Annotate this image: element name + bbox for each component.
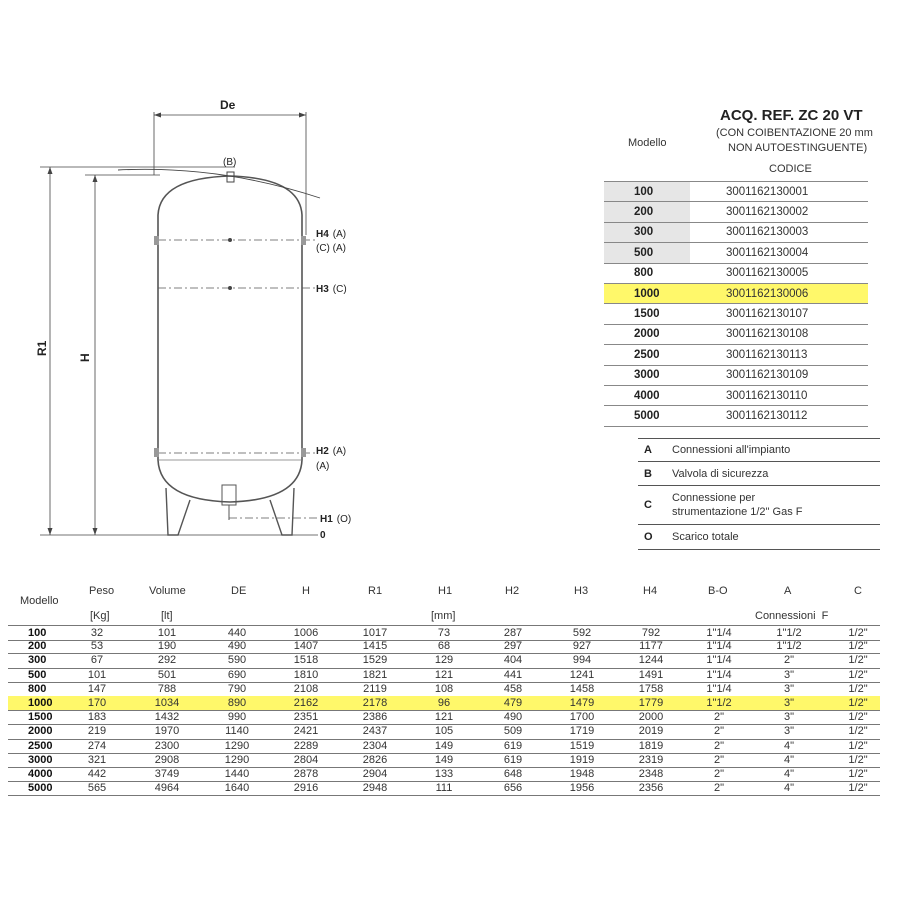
- cell-bo: 2": [713, 711, 725, 724]
- spec-header-de: DE: [231, 585, 247, 597]
- cell-h1: 68: [437, 640, 451, 653]
- table-row: [8, 696, 880, 711]
- cell-a: 1"1/2: [776, 640, 802, 653]
- cell-volume: 292: [157, 654, 177, 667]
- cell-c: 1/2": [848, 768, 868, 781]
- code-table-row: [604, 345, 868, 365]
- cell-h: 2351: [293, 711, 319, 724]
- cell-model: 800: [28, 682, 47, 695]
- code-table-code: 3001162130004: [726, 246, 809, 259]
- spec-header-bo: B-O: [708, 585, 728, 597]
- cell-volume: 501: [157, 668, 177, 681]
- code-table-code: 3001162130001: [726, 185, 809, 198]
- cell-a: 4": [783, 768, 795, 781]
- label-h4-group: [316, 229, 346, 240]
- spec-unit-kg: [Kg]: [90, 610, 110, 622]
- legend: [638, 438, 880, 550]
- cell-de: 1640: [224, 782, 250, 795]
- legend-text: [672, 467, 768, 481]
- cell-volume: 1432: [154, 711, 180, 724]
- cell-model: 500: [28, 668, 47, 681]
- code-table-model: 200: [604, 202, 690, 221]
- label-h1: H1: [320, 514, 333, 525]
- cell-model: 1000: [28, 697, 53, 710]
- code-table-code: 3001162130107: [726, 308, 809, 321]
- code-table-code: 3001162130112: [726, 409, 808, 422]
- spec-unit-mm: [mm]: [431, 610, 456, 622]
- code-table-row: [604, 243, 868, 263]
- cell-h3: 1948: [569, 768, 595, 781]
- cell-h4: 1177: [639, 640, 663, 653]
- cell-h4: 2356: [638, 782, 664, 795]
- cell-de: 890: [227, 697, 247, 710]
- cell-h2: 297: [503, 640, 523, 653]
- cell-h2: 479: [503, 697, 523, 710]
- code-table-model: 500: [604, 243, 690, 262]
- label-h4-a: (A): [332, 229, 347, 240]
- code-table-model: 2500: [634, 348, 660, 361]
- tank-diagram: [0, 0, 600, 560]
- cell-de: 590: [227, 654, 247, 667]
- cell-bo: 1"1/4: [706, 682, 732, 695]
- label-h3: H3: [316, 284, 329, 295]
- cell-bo: 2": [713, 782, 725, 795]
- cell-de: 690: [227, 668, 247, 681]
- cell-r1: 2119: [363, 682, 387, 695]
- cell-r1: 2948: [362, 782, 388, 795]
- cell-h4: 792: [641, 627, 661, 640]
- legend-text-line-2: strumentazione 1/2" Gas F: [672, 506, 803, 518]
- cell-bo: 2": [713, 753, 725, 766]
- cell-bo: 2": [713, 725, 725, 738]
- de-arrow-right: [299, 113, 306, 118]
- cell-h3: 1519: [569, 739, 595, 752]
- cell-h: 1810: [293, 668, 319, 681]
- legend-key: C: [644, 499, 652, 511]
- cell-de: 1290: [224, 739, 250, 752]
- cell-h: 2421: [293, 725, 319, 738]
- cell-h1: 73: [437, 627, 451, 640]
- table-row: [8, 710, 880, 725]
- cell-a: 3": [783, 711, 795, 724]
- cell-h1: 121: [434, 711, 454, 724]
- cell-h1: 111: [435, 782, 453, 795]
- spec-header-volume: Volume: [149, 585, 186, 597]
- cell-de: 1290: [224, 753, 250, 766]
- label-h1-o: (O): [336, 514, 352, 525]
- cell-de: 990: [227, 711, 247, 724]
- cell-de: 1140: [225, 725, 249, 738]
- cell-a: 4": [783, 739, 795, 752]
- cell-h2: 287: [503, 627, 523, 640]
- cell-h3: 927: [572, 640, 592, 653]
- code-table-model: 100: [604, 182, 690, 201]
- label-h3-group: [316, 284, 347, 295]
- legend-key: A: [644, 444, 652, 456]
- cell-c: 1/2": [848, 640, 868, 653]
- label-b: (B): [223, 157, 237, 168]
- cell-h: 2804: [293, 753, 319, 766]
- label-h2-group: [316, 446, 346, 457]
- label-h4: H4: [316, 229, 329, 240]
- cell-model: 2500: [28, 739, 53, 752]
- cell-h3: 1719: [569, 725, 595, 738]
- cell-a: 2": [783, 654, 795, 667]
- cell-c: 1/2": [848, 682, 868, 695]
- cell-r1: 2304: [362, 739, 388, 752]
- cell-r1: 2904: [362, 768, 388, 781]
- insulation-line: [118, 169, 320, 198]
- valve-b: [227, 172, 234, 182]
- cell-h2: 441: [503, 668, 523, 681]
- cell-h1: 149: [434, 753, 454, 766]
- code-table-row: [604, 325, 868, 345]
- spec-header-r1: R1: [368, 585, 383, 597]
- cell-r1: 2826: [362, 753, 388, 766]
- legend-row: [638, 462, 880, 486]
- r1-label: R1: [35, 340, 49, 356]
- cell-h1: 149: [434, 739, 454, 752]
- cell-a: 3": [783, 725, 795, 738]
- cell-h: 1006: [293, 627, 319, 640]
- code-table-subtitle-1: (CON COIBENTAZIONE 20 mm: [716, 127, 873, 139]
- code-table-row: [604, 223, 868, 243]
- spec-header-h: H: [302, 585, 310, 597]
- cell-volume: 101: [157, 627, 177, 640]
- cell-model: 200: [28, 640, 47, 653]
- cell-h3: 1919: [569, 753, 595, 766]
- cell-bo: 1"1/4: [706, 668, 732, 681]
- cell-volume: 788: [157, 682, 177, 695]
- code-table-rows: [604, 181, 868, 427]
- cell-peso: 219: [87, 725, 107, 738]
- cell-h2: 490: [503, 711, 523, 724]
- cell-model: 5000: [28, 782, 53, 795]
- cell-a: 1"1/2: [776, 627, 802, 640]
- table-row: [8, 668, 880, 683]
- h4-nozzle-left: [154, 236, 159, 245]
- table-row: [8, 781, 880, 796]
- code-table-code: 3001162130113: [726, 348, 808, 361]
- cell-h2: 648: [503, 768, 523, 781]
- de-label: De: [220, 98, 236, 112]
- cell-h: 1407: [293, 640, 319, 653]
- legend-text: [672, 443, 790, 457]
- cell-c: 1/2": [848, 725, 868, 738]
- label-a: (A): [316, 461, 330, 472]
- cell-h3: 1458: [569, 682, 595, 695]
- cell-h: 2878: [293, 768, 319, 781]
- spec-header-h2: H2: [505, 585, 520, 597]
- cell-c: 1/2": [848, 753, 868, 766]
- cell-h3: 1241: [569, 668, 595, 681]
- cell-c: 1/2": [848, 782, 868, 795]
- code-table-row: [604, 386, 868, 406]
- legend-key: B: [644, 467, 652, 480]
- cell-peso: 32: [90, 627, 104, 640]
- cell-h: 2162: [293, 697, 319, 710]
- cell-h2: 619: [503, 753, 523, 766]
- cell-model: 2000: [28, 725, 53, 738]
- code-table-code: 3001162130003: [726, 226, 809, 239]
- cell-r1: 2386: [362, 711, 388, 724]
- table-row: [8, 682, 880, 697]
- code-table-row: [604, 181, 868, 202]
- cell-h3: 592: [572, 627, 592, 640]
- cell-h2: 404: [503, 654, 523, 667]
- cell-h4: 1491: [638, 668, 664, 681]
- code-table-modello-header: Modello: [628, 137, 667, 149]
- code-table-row: [604, 202, 868, 222]
- cell-de: 1440: [224, 768, 250, 781]
- table-row: [8, 653, 880, 668]
- cell-de: 440: [227, 627, 247, 640]
- code-table-model: 1500: [634, 308, 660, 321]
- de-arrow-left: [154, 113, 161, 118]
- cell-a: 3": [783, 668, 795, 681]
- code-table-model: 2000: [634, 328, 660, 341]
- legend-key: O: [644, 531, 653, 543]
- spec-table: [0, 580, 900, 900]
- cell-a: 3": [783, 697, 795, 710]
- cell-h4: 2019: [638, 725, 664, 738]
- cell-r1: 1529: [362, 654, 388, 667]
- cell-c: 1/2": [848, 697, 868, 710]
- cell-volume: 190: [157, 640, 177, 653]
- code-table-row: [604, 406, 868, 426]
- spec-header-h1: H1: [438, 585, 453, 597]
- cell-bo: 2": [713, 739, 725, 752]
- code-table-code: 3001162130110: [726, 389, 808, 402]
- code-table-code: 3001162130109: [726, 369, 809, 382]
- spec-unit-conn: Connessioni F: [755, 610, 829, 622]
- cell-c: 1/2": [848, 668, 868, 681]
- table-row: [8, 639, 880, 654]
- cell-volume: 1034: [154, 697, 180, 710]
- cell-peso: 101: [87, 668, 107, 681]
- cell-bo: 1"1/4: [706, 640, 732, 653]
- cell-h2: 458: [503, 682, 523, 695]
- cell-volume: 1970: [154, 725, 180, 738]
- legend-text: [672, 530, 739, 544]
- legend-text-line-1: Valvola di sicurezza: [672, 467, 769, 480]
- cell-volume: 3749: [154, 768, 180, 781]
- h2-nozzle-left: [154, 448, 159, 457]
- cell-h2: 619: [503, 739, 523, 752]
- cell-peso: 274: [87, 739, 107, 752]
- spec-header-h3: H3: [574, 585, 589, 597]
- cell-h: 2108: [293, 682, 319, 695]
- cell-peso: 170: [87, 697, 107, 710]
- cell-h1: 96: [437, 697, 451, 710]
- cell-r1: 2178: [362, 697, 388, 710]
- code-table-row: [604, 304, 868, 324]
- cell-de: 790: [227, 682, 247, 695]
- cell-r1: 2437: [362, 725, 388, 738]
- r1-arrow-top: [48, 167, 53, 174]
- cell-peso: 565: [87, 782, 107, 795]
- cell-c: 1/2": [848, 654, 868, 667]
- h-arrow-bottom: [93, 528, 98, 535]
- cell-h3: 1479: [569, 697, 595, 710]
- spec-header-h4: H4: [643, 585, 658, 597]
- code-table-title: ACQ. REF. ZC 20 VT: [720, 107, 863, 124]
- code-table-model: 300: [604, 223, 690, 242]
- code-table-code: 3001162130006: [726, 287, 809, 300]
- cell-h4: 2000: [638, 711, 664, 724]
- cell-h4: 1244: [638, 654, 664, 667]
- label-c-a: (C) (A): [316, 243, 346, 254]
- h3-point: [228, 286, 232, 290]
- cell-peso: 183: [87, 711, 107, 724]
- tank-shell: [158, 176, 302, 460]
- legend-text-line-1: Scarico totale: [672, 531, 739, 543]
- cell-bo: 1"1/4: [706, 654, 732, 667]
- table-row: [8, 724, 880, 739]
- cell-model: 1500: [28, 711, 53, 724]
- cell-bo: 2": [713, 768, 725, 781]
- cell-peso: 442: [87, 768, 107, 781]
- code-table-row: [604, 366, 868, 386]
- cell-model: 3000: [28, 753, 53, 766]
- label-h1-group: [320, 514, 351, 525]
- cell-volume: 2300: [154, 739, 180, 752]
- cell-peso: 53: [90, 640, 104, 653]
- code-table-subtitle-2: NON AUTOESTINGUENTE): [728, 142, 868, 154]
- cell-h2: 509: [503, 725, 523, 738]
- h2-nozzle-right: [301, 448, 306, 457]
- cell-model: 100: [28, 627, 47, 640]
- cell-model: 300: [28, 654, 47, 667]
- cell-c: 1/2": [848, 627, 868, 640]
- code-table-code: 3001162130108: [726, 328, 809, 341]
- code-table-row: [604, 284, 868, 304]
- spec-header-a: A: [784, 585, 792, 597]
- label-h2: H2: [316, 446, 329, 457]
- legend-text: [672, 491, 802, 519]
- cell-peso: 67: [90, 654, 104, 667]
- cell-de: 490: [227, 640, 247, 653]
- cell-h: 2289: [293, 739, 319, 752]
- code-table-model: 3000: [634, 369, 660, 382]
- tank-bottom-head: [158, 460, 302, 502]
- cell-h4: 1779: [638, 697, 664, 710]
- code-table-code: 3001162130005: [726, 267, 809, 280]
- label-zero: 0: [320, 530, 326, 541]
- spec-unit-lt: [lt]: [161, 610, 173, 622]
- cell-h4: 1758: [638, 682, 664, 695]
- code-table-model: 5000: [634, 409, 660, 422]
- legend-row: [638, 525, 880, 550]
- cell-h3: 1700: [569, 711, 595, 724]
- code-table-model: 1000: [634, 287, 660, 300]
- spec-header-modello: Modello: [20, 595, 59, 607]
- table-row: [8, 739, 880, 754]
- cell-h: 1518: [293, 654, 319, 667]
- code-table-codice-header: CODICE: [769, 163, 812, 175]
- cell-bo: 1"1/4: [706, 627, 732, 640]
- h-label: H: [78, 353, 92, 362]
- cell-h1: 133: [434, 768, 454, 781]
- label-h3-c: (C): [332, 284, 347, 295]
- cell-h3: 994: [572, 654, 592, 667]
- cell-a: 4": [783, 782, 795, 795]
- label-h2-a: (A): [332, 446, 347, 457]
- code-table-row: [604, 264, 868, 284]
- cell-h1: 129: [434, 654, 454, 667]
- spec-header-c: C: [854, 585, 862, 597]
- cell-h3: 1956: [569, 782, 595, 795]
- cell-h2: 656: [503, 782, 523, 795]
- cell-h4: 2348: [638, 768, 664, 781]
- cell-model: 4000: [28, 768, 53, 781]
- cell-peso: 321: [87, 753, 107, 766]
- cell-h1: 108: [434, 682, 454, 695]
- cell-bo: 1"1/2: [706, 697, 732, 710]
- h-arrow-top: [93, 175, 98, 182]
- code-table-model: 4000: [634, 389, 660, 402]
- legend-row: [638, 486, 880, 525]
- cell-volume: 4964: [154, 782, 180, 795]
- cell-h1: 121: [434, 668, 454, 681]
- spec-header-peso: Peso: [89, 585, 115, 597]
- cell-volume: 2908: [154, 753, 180, 766]
- r1-arrow-bottom: [48, 528, 53, 535]
- cell-h: 2916: [293, 782, 319, 795]
- cell-r1: 1415: [362, 640, 388, 653]
- code-table-code: 3001162130002: [726, 206, 809, 219]
- cell-peso: 147: [87, 682, 107, 695]
- table-row: [8, 767, 880, 782]
- legend-text-line-1: Connessione per: [672, 492, 756, 504]
- h4-point: [228, 238, 232, 242]
- cell-h4: 2319: [638, 753, 664, 766]
- cell-h1: 105: [434, 725, 454, 738]
- cell-c: 1/2": [848, 739, 868, 752]
- table-row: [8, 753, 880, 768]
- cell-r1: 1821: [362, 668, 388, 681]
- legend-text-line-1: Connessioni all'impianto: [672, 444, 791, 456]
- cell-h4: 1819: [638, 739, 664, 752]
- legend-row: [638, 438, 880, 462]
- h4-nozzle-right: [301, 236, 306, 245]
- cell-c: 1/2": [848, 711, 868, 724]
- code-table-model: 800: [634, 267, 654, 280]
- cell-a: 3": [783, 682, 795, 695]
- cell-a: 4": [783, 753, 795, 766]
- cell-r1: 1017: [362, 627, 388, 640]
